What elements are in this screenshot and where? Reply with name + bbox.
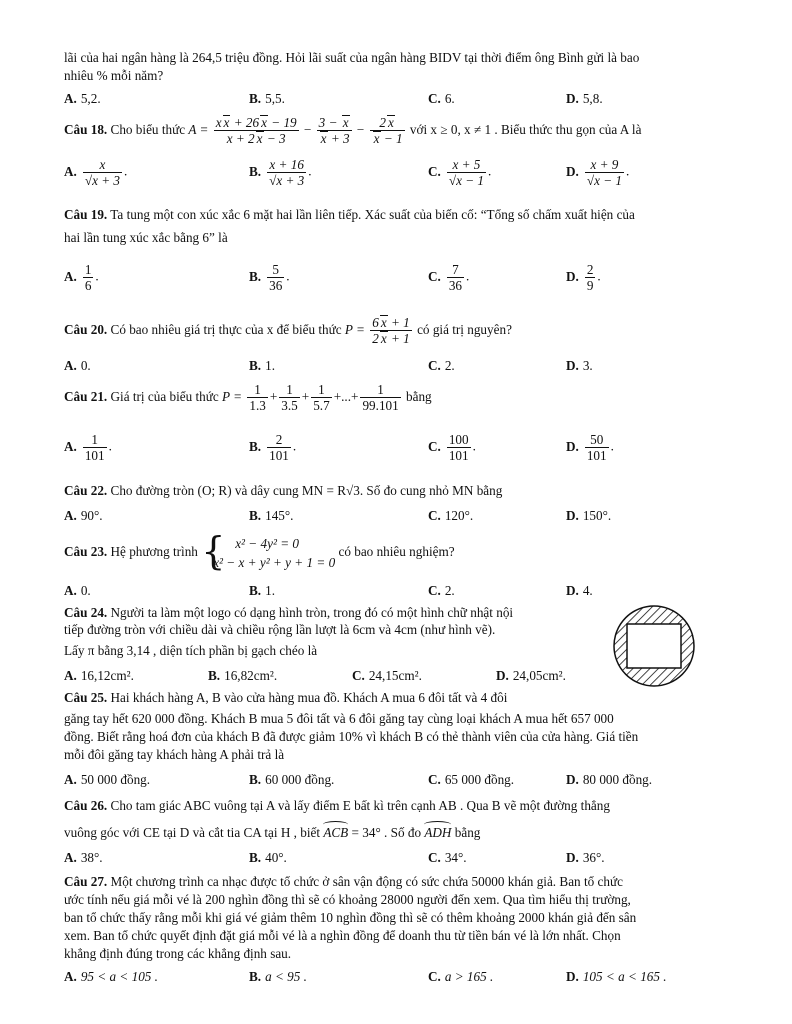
q22-option-a: A. 90°. xyxy=(64,508,103,523)
question-27-line-5: khẳng định đúng trong các khẳng định sau. xyxy=(64,946,292,961)
question-26-line-2: vuông góc với CE tại D và cắt tia CA tại H , biết ACB = 34° . Số đo ADH bằng xyxy=(64,825,481,840)
intro-option-c: C. 6. xyxy=(428,91,455,106)
q19-option-d: D. $\frac{2}{9}$ . xyxy=(566,262,601,293)
q23-option-d: D. 4. xyxy=(566,583,593,598)
logo-rectangle xyxy=(627,624,681,668)
sum-term-2: $\frac{1}{3.5}$ xyxy=(281,382,298,414)
question-23: Câu 23. Hệ phương trình { x² − 4y² = 0 x² − x + y² + y + 1 = 0 có bao nhiêu nghiệm? xyxy=(64,528,455,573)
q20-option-c: C. 2. xyxy=(428,358,455,373)
question-24-line-3: Lấy π bằng 3,14 , diện tích phần bị gạch chéo là xyxy=(64,643,318,658)
formula-fraction-1: $\frac{\text{x x + 26 x − 19}}{x + 2 x - 3}$ xyxy=(215,115,297,147)
q22-option-d: D. 150°. xyxy=(566,508,612,523)
q25-option-d: D. 80 000 đồng. xyxy=(566,772,653,787)
sum-term-3: $\frac{1}{5.7}$ xyxy=(313,382,330,414)
q24-option-d: D. 24,05cm². xyxy=(496,668,566,683)
formula-p-q20: $\frac{6 x + 1}{2 x + 1}$ xyxy=(372,315,410,347)
q18-option-b: B. $\frac{x + 16}{√x + 3}$ . xyxy=(249,157,312,188)
question-21: Câu 21. Giá trị của biểu thức P = $\frac{1}{1.3}$ + $\frac{1}{3.5}$ + $\frac{1}{5.7}$ +...+ $\frac{1}{99.101}$ bằng xyxy=(64,382,432,414)
equation-system: { x² − 4y² = 0 x² − x + y² + y + 1 = 0 xyxy=(201,528,336,573)
intro-line-1: lãi của hai ngân hàng là 264,5 triệu đồng. Hỏi lãi suất của ngân hàng BIDV tại thời điểm ông Bình gửi là bao xyxy=(64,50,640,65)
q18-option-a: A. $\frac{x}{√x + 3}$ . xyxy=(64,157,128,188)
question-20: Câu 20. Có bao nhiêu giá trị thực của x để biểu thức P = $\frac{6 x + 1}{2 x + 1}$ có giá trị nguyên? xyxy=(64,315,512,347)
formula-fraction-3: $\frac{2 x}{x - 1}$ xyxy=(370,115,405,146)
question-27-line-1: Câu 27. Một chương trình ca nhạc được tổ chức ở sân vận động có sức chứa 50000 khán giả. Ban tổ chức xyxy=(64,874,623,889)
sum-term-last: $\frac{1}{99.101}$ xyxy=(362,382,399,414)
question-27-line-4: xem. Ban tổ chức quyết định đặt giá mỗi vé là a nghìn đồng để doanh thu từ tiền bán vé là lớn nhất. Chọn xyxy=(64,928,621,943)
logo-figure xyxy=(612,604,696,688)
q19-option-c: C. $\frac{7}{36}$ . xyxy=(428,262,470,293)
q26-option-a: A. 38°. xyxy=(64,850,103,865)
q26-option-c: C. 34°. xyxy=(428,850,467,865)
intro-option-b: B. 5,5. xyxy=(249,91,285,106)
question-26-line-1: Câu 26. Cho tam giác ABC vuông tại A và lấy điểm E bất kì trên cạnh AB . Qua B vẽ một đường thẳng xyxy=(64,798,610,813)
question-24-line-2: tiếp đường tròn với chiều dài và chiều rộng lần lượt là 6cm và 4cm (như hình vẽ). xyxy=(64,622,496,637)
q27-option-a: A. 95 < a < 105 . xyxy=(64,969,158,984)
q20-option-d: D. 3. xyxy=(566,358,593,373)
q24-option-b: B. 16,82cm². xyxy=(208,668,278,683)
question-22: Câu 22. Cho đường tròn (O; R) và dây cung MN = R√3. Số đo cung nhỏ MN bằng xyxy=(64,483,503,498)
q27-option-c: C. a > 165 . xyxy=(428,969,494,984)
q21-option-c: C. $\frac{100}{101}$ . xyxy=(428,432,476,463)
q18-option-c: C. $\frac{x + 5}{√x - 1}$ . xyxy=(428,157,492,188)
q20-option-a: A. 0. xyxy=(64,358,91,373)
question-25-line-4: mỗi đôi găng tay khách hàng A phải trả là xyxy=(64,747,285,762)
question-27-line-2: ước tính nếu giá mỗi vé là 200 nghìn đồng thì sẽ có khoảng 28000 người đến xem. Qua tìm hiểu thị trường, xyxy=(64,892,631,907)
q22-option-c: C. 120°. xyxy=(428,508,474,523)
formula-a-lhs: A = xyxy=(188,122,212,137)
question-25-line-1: Câu 25. Hai khách hàng A, B vào cửa hàng mua đồ. Khách A mua 6 đôi tất và 4 đôi xyxy=(64,690,508,705)
q25-option-a: A. 50 000 đồng. xyxy=(64,772,151,787)
q21-option-a: A. $\frac{1}{101}$ . xyxy=(64,432,112,463)
sum-term-1: $\frac{1}{1.3}$ xyxy=(249,382,266,414)
intro-option-a: A. 5,2. xyxy=(64,91,101,106)
q19-option-b: B. $\frac{5}{36}$ . xyxy=(249,262,290,293)
q26-option-b: B. 40°. xyxy=(249,850,287,865)
angle-acb: ACB xyxy=(323,825,349,840)
question-27-line-3: ban tổ chức thấy rằng mỗi khi giá vé giảm thêm 10 nghìn đồng thì sẽ có thêm khoảng 2000 khán giả đến sân xyxy=(64,910,637,925)
question-18: Câu 18. Cho biểu thức A = $\frac{\text{x x + 26 x − 19}}{x + 2 x - 3}$ − $\frac{3 - x}{x + 3}$ − $\frac{2 x}{x - 1}$ với x ≥ 0, x ≠ 1 . Biểu thức thu gọn của A là xyxy=(64,115,642,147)
q22-option-b: B. 145°. xyxy=(249,508,294,523)
question-18-text: Cho biểu thức xyxy=(110,122,186,137)
question-18-label: Câu 18. xyxy=(64,122,108,137)
angle-adh: ADH xyxy=(424,825,452,840)
q27-option-b: B. a < 95 . xyxy=(249,969,307,984)
question-24-line-1: Câu 24. Người ta làm một logo có dạng hình tròn, trong đó có một hình chữ nhật nội xyxy=(64,605,514,620)
q21-option-d: D. $\frac{50}{101}$ . xyxy=(566,432,614,463)
intro-option-d: D. 5,8. xyxy=(566,91,603,106)
q24-option-c: C. 24,15cm². xyxy=(352,668,422,683)
q19-option-a: A. $\frac{1}{6}$ . xyxy=(64,262,99,293)
formula-fraction-2: $\frac{3 - x}{x + 3}$ xyxy=(318,115,350,147)
q25-option-c: C. 65 000 đồng. xyxy=(428,772,515,787)
q26-option-d: D. 36°. xyxy=(566,850,605,865)
question-19-line-1: Câu 19. Ta tung một con xúc xắc 6 mặt hai lần liên tiếp. Xác suất của biến cố: “Tổng số chấm xuất hiện của xyxy=(64,207,635,222)
q27-option-d: D. 105 < a < 165 . xyxy=(566,969,667,984)
q18-option-d: D. $\frac{x + 9}{√x - 1}$ . xyxy=(566,157,630,188)
q25-option-b: B. 60 000 đồng. xyxy=(249,772,335,787)
q23-option-b: B. 1. xyxy=(249,583,275,598)
question-25-line-3: đồng. Biết rằng hoá đơn của khách B đã được giảm 10% vì khách B có thẻ thành viên của cửa hàng. Giá tiền xyxy=(64,729,639,744)
question-19-line-2: hai lần tung xúc xắc bằng 6” là xyxy=(64,230,228,245)
q21-option-b: B. $\frac{2}{101}$ . xyxy=(249,432,297,463)
question-25-line-2: găng tay hết 620 000 đồng. Khách B mua 5 đôi tất và 6 đôi găng tay cùng loại khách A mua hết 657 000 xyxy=(64,711,614,726)
intro-line-2: nhiêu % mỗi năm? xyxy=(64,68,164,83)
q24-option-a: A. 16,12cm². xyxy=(64,668,134,683)
q23-option-c: C. 2. xyxy=(428,583,455,598)
question-18-condition: với x ≥ 0, x ≠ 1 . Biểu thức thu gọn của A là xyxy=(409,122,642,137)
q20-option-b: B. 1. xyxy=(249,358,275,373)
q23-option-a: A. 0. xyxy=(64,583,91,598)
